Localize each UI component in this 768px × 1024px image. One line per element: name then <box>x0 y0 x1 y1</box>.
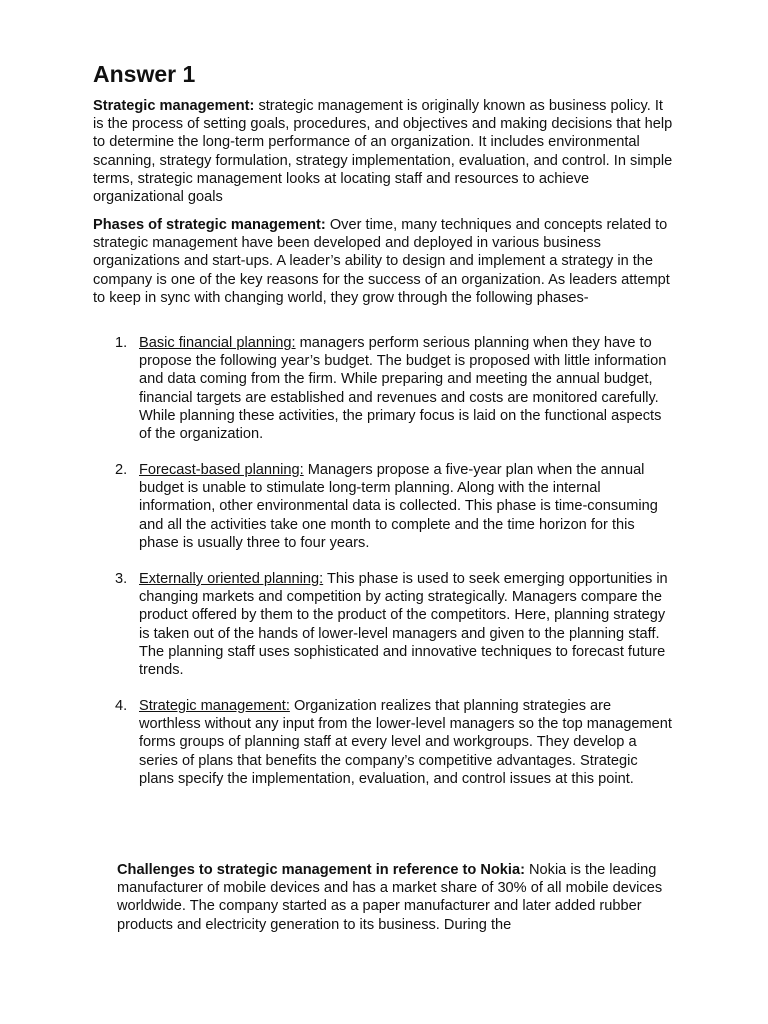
phase-title: Externally oriented planning: <box>139 571 324 587</box>
list-number: 3. <box>115 571 128 587</box>
phase-title: Forecast-based planning: <box>139 462 304 478</box>
phase-item-1 <box>115 334 675 443</box>
strategic-management-paragraph <box>93 97 673 206</box>
phases-paragraph <box>93 216 673 307</box>
paragraph-text: Nokia is the leading manufacturer of mobile devices and has a market share of 30% of all mobile devices worldwide. The company started as a paper manufacturer and later added rubber products and electricity generation to its business. During the <box>117 862 663 933</box>
paragraph-label: Challenges to strategic management in reference to Nokia: <box>117 862 525 878</box>
phase-text: Organization realizes that planning strategies are worthless without any input from the lower-level managers so the top management forms groups of planning staff at every level and workgroups. They develop a series of plans that benefits the company’s competitive advantages. Strategic plans specify the implementation, evaluation, and control issues at this point. <box>139 698 672 787</box>
paragraph-text: strategic management is originally known as business policy. It is the process of setting goals, procedures, and objectives and making decisions that help to determine the long-term performance of an organization. It includes environmental scanning, strategy formulation, strategy implementation, evaluation, and control. In simple terms, strategic management looks at locating staff and resources to achieve organizational goals <box>93 98 673 206</box>
list-number: 4. <box>115 698 128 714</box>
phase-item-3 <box>115 570 675 679</box>
phase-text: managers perform serious planning when they have to propose the following year’s budget. The budget is proposed with little information and data coming from the firm. While preparing and meeting the annual budget, financial targets are established and revenues and costs are monitored carefully. While planning these activities, the primary focus is laid on the functional aspects of the organization. <box>139 335 667 443</box>
paragraph-text: Over time, many techniques and concepts related to strategic management have been developed and deployed in various business organizations and start-ups. A leader’s ability to design and implement a strategy in the company is one of the key reasons for the success of an organization. As leaders attempt to keep in sync with changing world, they grow through the following phases- <box>93 217 670 306</box>
phase-item-4 <box>115 697 675 788</box>
paragraph-label: Strategic management: <box>93 98 255 114</box>
phase-title: Strategic management: <box>139 698 290 714</box>
phase-text: This phase is used to seek emerging opportunities in changing markets and competition by acting strategically. Managers compare the product offered by them to the product of the competitors. Here, planning strategy is taken out of the hands of lower-level managers and given to the planning staff. The planning staff uses sophisticated and innovative techniques to forecast future trends. <box>139 571 668 679</box>
nokia-challenges-paragraph <box>117 861 677 934</box>
paragraph-label: Phases of strategic management: <box>93 217 326 233</box>
phase-title: Basic financial planning: <box>139 335 296 351</box>
phase-item-2 <box>115 461 675 552</box>
list-number: 2. <box>115 462 128 478</box>
page-title: Answer 1 <box>93 61 196 87</box>
list-number: 1. <box>115 335 128 351</box>
phase-text: Managers propose a five-year plan when the annual budget is unable to stimulate long-term planning. Along with the internal information, other environmental data is collected. This phase is time-consuming and all the activities take one month to complete and the time horizon for this phase is usually three to four years. <box>139 462 658 551</box>
